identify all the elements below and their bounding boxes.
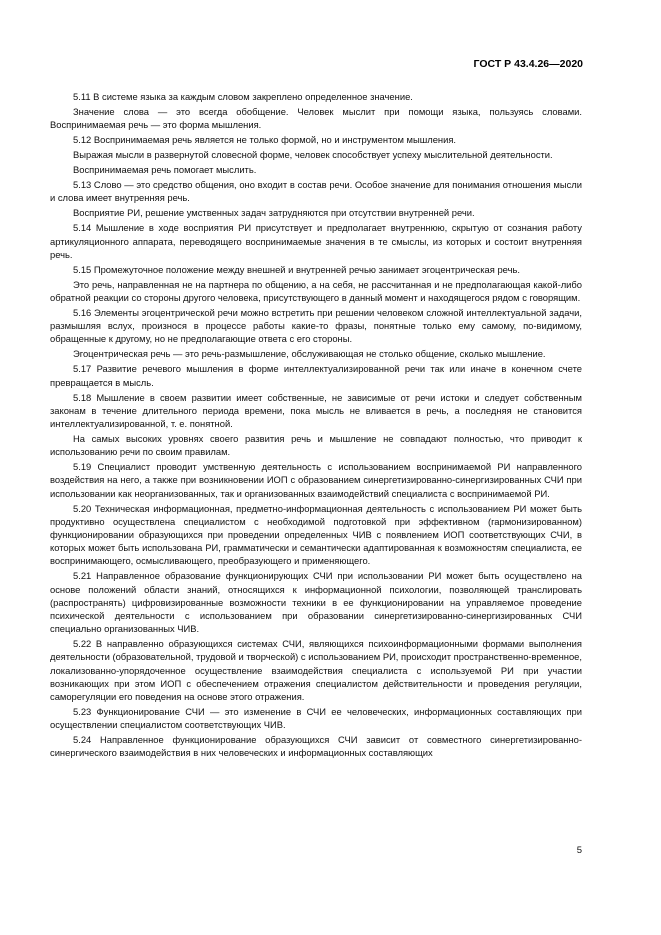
paragraph: 5.12 Воспринимаемая речь является не только формой, но и инструментом мышления.: [73, 134, 457, 146]
paragraph: 5.14 Мышление в ходе восприятия РИ присутствует и предполагает внутреннюю, скрытую от сознания работу артикуляционного аппарата, переводящего воспринимаемые значения в те смыслы, из которых и состоит внутренняя речь.: [50, 222, 582, 260]
paragraph: На самых высоких уровнях своего развития речь и мышление не совпадают полностью, что приводит к использованию речи по своим правилам.: [50, 433, 582, 458]
paragraph: 5.15 Промежуточное положение между внешней и внутренней речью занимает эгоцентрическая речь.: [73, 263, 520, 275]
paragraph: Воспринимаемая речь помогает мыслить.: [73, 164, 257, 176]
paragraph: 5.18 Мышление в своем развитии имеет собственные, не зависимые от речи истоки и следует собственным законам в течение длительного периода времени, пока мысль не вливается в речь, а последняя не становится интеллектуализированной, т. е. понятной.: [50, 391, 582, 430]
paragraph: 5.17 Развитие речевого мышления в форме интеллектуализированной речи так или иначе в конечном счете превращается в мысль.: [50, 363, 582, 388]
paragraph: 5.20 Техническая информационная, предметно-информационная деятельность с использованием РИ может быть продуктивно осуществлена специалистом с необходимой подготовкой при эффективном (гармонизированном) функционировании образующихся при проведении определенных ЧИВ с появлением ИОП соответствующих СЧИ, в которых может быть использована РИ, грамматически и семантически адаптированная к возможностям специалиста, ее воспринимающего, осмысливающего, преобразующего и применяющего.: [50, 502, 582, 567]
paragraph: Это речь, направленная не на партнера по общению, а на себя, не рассчитанная и не предполагающая какой-либо обратной реакции со стороны другого человека, присутствующего в данный момент и находящегося рядом с говорящим.: [50, 278, 582, 304]
paragraph: Восприятие РИ, решение умственных задач затрудняются при отсутствии внутренней речи.: [73, 207, 475, 219]
body-text: [50, 90, 582, 761]
paragraph: 5.22 В направленно образующихся системах СЧИ, являющихся психоинформационными формами выполнения деятельности (образовательной, трудовой и творческой) с использованием РИ, происходит пространственно-временное, локализованно-упорядоченное осуществление взаимодействия специалиста с используемой РИ при участии возникающих при этом ИОП с обеспечением отражения специалистом действительности и проведения регуляции, саморегуляции его поведения на основе этого отражения.: [50, 638, 582, 703]
paragraph: 5.11 В системе языка за каждым словом закреплено определенное значение.: [73, 91, 413, 102]
paragraph: 5.21 Направленное образование функционирующих СЧИ при использовании РИ может быть осуществлено на основе положений области знаний, относящихся к информационной психологии, позволяющей транслировать (распространять) цифровизированные возможности техники в ее функционировании на управляемое проведение психической деятельности с использованием при образовании синергетизированно-синергизированных СЧИ специально организованных ЧИВ.: [50, 570, 582, 635]
paragraph: 5.19 Специалист проводит умственную деятельность с использованием воспринимаемой РИ направленного воздействия на него, а также при возникновении ИОП с образованием синергетизированно-синергизированных СЧИ при использовании как неорганизованных, так и организованных взаимодействий специалиста с воспринимаемой РИ.: [50, 461, 582, 499]
paragraph: 5.24 Направленное функционирование образующихся СЧИ зависит от совместного синергетизированно-синергического взаимодействия в них человеческих и информационных составляющих: [50, 734, 582, 759]
paragraph: Эгоцентрическая речь — это речь-размышление, обслуживающая не столько общение, сколько мышление.: [73, 348, 546, 360]
page-number: 5: [576, 845, 582, 856]
standard-designation: ГОСТ Р 43.4.26—2020: [473, 58, 583, 70]
paragraph: Выражая мысли в развернутой словесной форме, человек способствует успеху мыслительной деятельности.: [73, 149, 553, 161]
paragraph: Значение слова — это всегда обобщение. Человек мыслит при помощи языка, пользуясь словами. Воспринимаемая речь — это форма мышления.: [50, 106, 582, 131]
paragraph: 5.13 Слово — это средство общения, оно входит в состав речи. Особое значение для понимания отношения мысли и слова имеет внутренняя речь.: [50, 179, 582, 204]
paragraph: 5.23 Функционирование СЧИ — это изменение в СЧИ ее человеческих, информационных составляющих при осуществлении специалистом соответствующих ЧИВ.: [50, 706, 582, 731]
paragraph: 5.16 Элементы эгоцентрической речи можно встретить при решении человеком сложной интеллектуальной задачи, размышляя вслух, произнося в процессе работы какие-то фразы, понятные только ему самому, по-видимому, обращенные к другому, но не предполагающие ответа с его стороны.: [50, 307, 582, 345]
